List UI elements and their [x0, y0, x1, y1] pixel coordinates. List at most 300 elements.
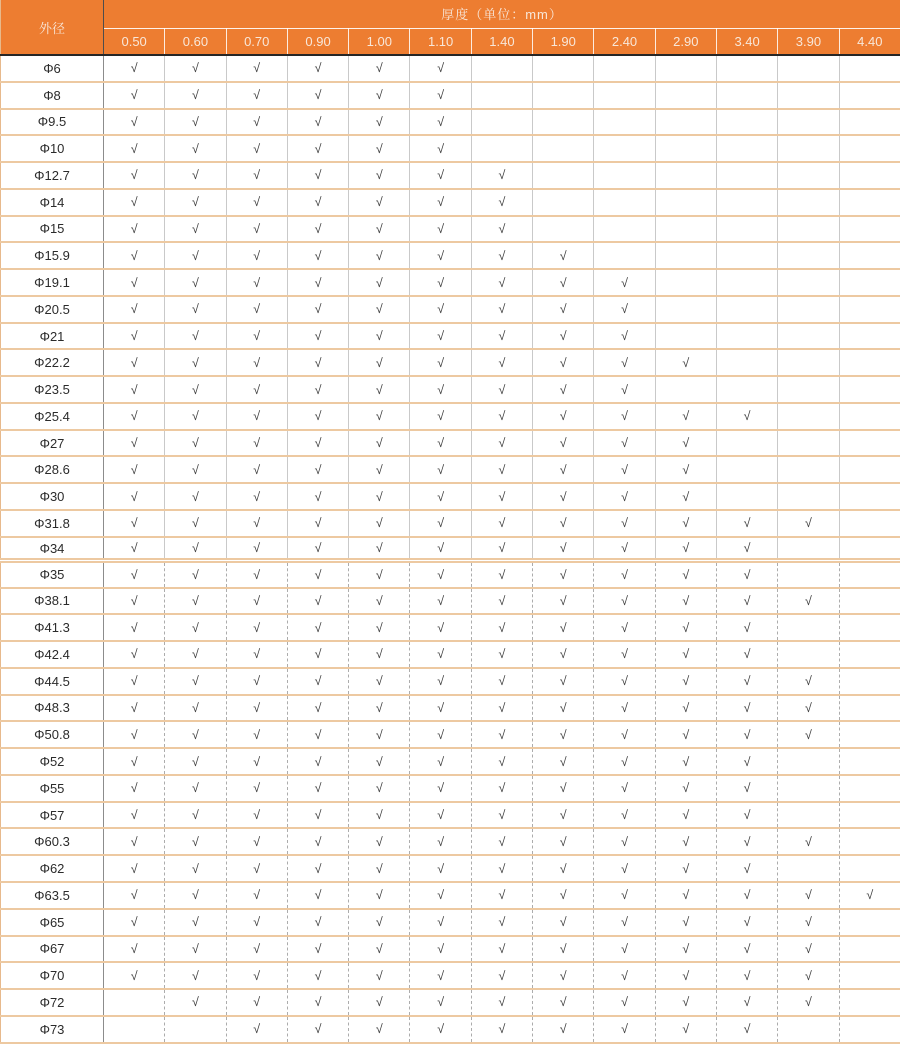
empty-cell [839, 483, 900, 510]
check-cell: √ [410, 55, 471, 82]
check-cell: √ [716, 775, 777, 802]
diameter-cell: Φ52 [1, 748, 104, 775]
check-cell: √ [594, 1016, 655, 1043]
check-cell: √ [104, 668, 165, 695]
check-cell: √ [165, 109, 226, 136]
check-cell: √ [533, 242, 594, 269]
check-cell: √ [349, 430, 410, 457]
diameter-cell: Φ30 [1, 483, 104, 510]
check-cell: √ [471, 588, 532, 615]
check-cell: √ [471, 403, 532, 430]
check-cell: √ [655, 510, 716, 537]
table-row [1, 189, 900, 216]
empty-cell [778, 403, 839, 430]
check-cell: √ [226, 614, 287, 641]
check-cell: √ [226, 162, 287, 189]
table-row [1, 802, 900, 829]
empty-cell [778, 537, 839, 561]
check-cell: √ [349, 909, 410, 936]
check-cell: √ [287, 989, 348, 1016]
empty-cell [655, 269, 716, 296]
check-cell: √ [165, 189, 226, 216]
check-cell: √ [226, 775, 287, 802]
check-cell: √ [104, 135, 165, 162]
check-cell: √ [533, 456, 594, 483]
check-cell: √ [349, 109, 410, 136]
check-cell: √ [349, 216, 410, 243]
check-cell: √ [594, 775, 655, 802]
empty-cell [778, 641, 839, 668]
check-cell: √ [410, 775, 471, 802]
empty-cell [839, 989, 900, 1016]
check-cell: √ [594, 989, 655, 1016]
check-cell: √ [349, 376, 410, 403]
thickness-header-0.70: 0.70 [226, 28, 287, 55]
check-cell: √ [226, 1016, 287, 1043]
header-group-row [1, 0, 900, 28]
empty-cell [839, 802, 900, 829]
check-cell: √ [533, 936, 594, 963]
check-cell: √ [410, 216, 471, 243]
check-cell: √ [349, 135, 410, 162]
empty-cell [839, 775, 900, 802]
empty-cell [471, 82, 532, 109]
check-cell: √ [226, 510, 287, 537]
diameter-cell: Φ6 [1, 55, 104, 82]
check-cell: √ [410, 537, 471, 561]
check-cell: √ [471, 748, 532, 775]
check-cell: √ [716, 668, 777, 695]
check-cell: √ [165, 588, 226, 615]
thickness-header-1.10: 1.10 [410, 28, 471, 55]
check-cell: √ [226, 349, 287, 376]
check-cell: √ [410, 403, 471, 430]
table-row [1, 936, 900, 963]
check-cell: √ [226, 641, 287, 668]
empty-cell [533, 216, 594, 243]
table-row [1, 695, 900, 722]
check-cell: √ [655, 430, 716, 457]
table-row [1, 349, 900, 376]
check-cell: √ [165, 614, 226, 641]
check-cell: √ [471, 936, 532, 963]
empty-cell [533, 55, 594, 82]
check-cell: √ [716, 403, 777, 430]
check-cell: √ [655, 855, 716, 882]
empty-cell [655, 242, 716, 269]
check-cell: √ [287, 82, 348, 109]
check-cell: √ [226, 561, 287, 588]
check-cell: √ [287, 216, 348, 243]
check-cell: √ [349, 403, 410, 430]
empty-cell [533, 82, 594, 109]
check-cell: √ [594, 695, 655, 722]
table-row [1, 55, 900, 82]
check-cell: √ [594, 561, 655, 588]
empty-cell [839, 721, 900, 748]
empty-cell [839, 82, 900, 109]
check-cell: √ [716, 909, 777, 936]
check-cell: √ [165, 430, 226, 457]
check-cell: √ [165, 323, 226, 350]
outer-diameter-header-cell: 外径 [1, 0, 104, 55]
check-cell: √ [349, 936, 410, 963]
empty-cell [594, 109, 655, 136]
check-cell: √ [471, 989, 532, 1016]
empty-cell [778, 349, 839, 376]
check-cell: √ [594, 828, 655, 855]
diameter-cell: Φ44.5 [1, 668, 104, 695]
check-cell: √ [410, 936, 471, 963]
empty-cell [778, 614, 839, 641]
empty-cell [839, 296, 900, 323]
check-cell: √ [655, 668, 716, 695]
check-cell: √ [594, 962, 655, 989]
empty-cell [594, 216, 655, 243]
check-cell: √ [471, 456, 532, 483]
check-cell: √ [349, 775, 410, 802]
table-row [1, 909, 900, 936]
check-cell: √ [410, 269, 471, 296]
check-cell: √ [533, 775, 594, 802]
diameter-cell: Φ42.4 [1, 641, 104, 668]
check-cell: √ [349, 349, 410, 376]
check-cell: √ [165, 349, 226, 376]
check-cell: √ [287, 721, 348, 748]
check-cell: √ [349, 561, 410, 588]
table-row [1, 989, 900, 1016]
empty-cell [655, 135, 716, 162]
empty-cell [533, 135, 594, 162]
check-cell: √ [594, 936, 655, 963]
check-cell: √ [533, 828, 594, 855]
check-cell: √ [165, 269, 226, 296]
check-cell: √ [716, 561, 777, 588]
check-cell: √ [287, 561, 348, 588]
check-cell: √ [226, 748, 287, 775]
empty-cell [594, 189, 655, 216]
check-cell: √ [471, 668, 532, 695]
check-cell: √ [410, 483, 471, 510]
empty-cell [839, 376, 900, 403]
check-cell: √ [533, 376, 594, 403]
empty-cell [778, 1016, 839, 1043]
check-cell: √ [349, 323, 410, 350]
check-cell: √ [104, 376, 165, 403]
diameter-cell: Φ10 [1, 135, 104, 162]
diameter-cell: Φ55 [1, 775, 104, 802]
check-cell: √ [778, 588, 839, 615]
check-cell: √ [226, 989, 287, 1016]
check-cell: √ [471, 537, 532, 561]
empty-cell [716, 242, 777, 269]
empty-cell [778, 109, 839, 136]
table-row [1, 882, 900, 909]
diameter-cell: Φ20.5 [1, 296, 104, 323]
empty-cell [839, 936, 900, 963]
empty-cell [655, 55, 716, 82]
check-cell: √ [471, 909, 532, 936]
empty-cell [839, 561, 900, 588]
check-cell: √ [533, 614, 594, 641]
diameter-cell: Φ38.1 [1, 588, 104, 615]
check-cell: √ [410, 802, 471, 829]
check-cell: √ [104, 855, 165, 882]
diameter-cell: Φ50.8 [1, 721, 104, 748]
check-cell: √ [410, 695, 471, 722]
check-cell: √ [716, 989, 777, 1016]
table-row [1, 775, 900, 802]
empty-cell [716, 430, 777, 457]
empty-cell [716, 162, 777, 189]
check-cell: √ [839, 882, 900, 909]
empty-cell [778, 775, 839, 802]
check-cell: √ [594, 349, 655, 376]
check-cell: √ [165, 456, 226, 483]
check-cell: √ [165, 748, 226, 775]
empty-cell [471, 109, 532, 136]
check-cell: √ [716, 537, 777, 561]
thickness-header-2.90: 2.90 [655, 28, 716, 55]
check-cell: √ [655, 588, 716, 615]
check-cell: √ [594, 376, 655, 403]
diameter-cell: Φ57 [1, 802, 104, 829]
check-cell: √ [410, 189, 471, 216]
empty-cell [839, 1016, 900, 1043]
check-cell: √ [287, 296, 348, 323]
empty-cell [778, 456, 839, 483]
check-cell: √ [594, 614, 655, 641]
check-cell: √ [287, 242, 348, 269]
check-cell: √ [410, 855, 471, 882]
check-cell: √ [287, 695, 348, 722]
table-row [1, 1016, 900, 1043]
table-row [1, 162, 900, 189]
check-cell: √ [533, 855, 594, 882]
check-cell: √ [594, 430, 655, 457]
check-cell: √ [655, 882, 716, 909]
empty-cell [594, 242, 655, 269]
check-cell: √ [594, 855, 655, 882]
diameter-cell: Φ28.6 [1, 456, 104, 483]
empty-cell [655, 216, 716, 243]
check-cell: √ [349, 989, 410, 1016]
check-cell: √ [471, 376, 532, 403]
empty-cell [716, 216, 777, 243]
check-cell: √ [287, 936, 348, 963]
check-cell: √ [165, 695, 226, 722]
empty-cell [839, 403, 900, 430]
check-cell: √ [471, 510, 532, 537]
table-row [1, 109, 900, 136]
check-cell: √ [165, 855, 226, 882]
check-cell: √ [655, 537, 716, 561]
check-cell: √ [533, 510, 594, 537]
empty-cell [778, 189, 839, 216]
empty-cell [778, 748, 839, 775]
check-cell: √ [287, 668, 348, 695]
check-cell: √ [226, 909, 287, 936]
check-cell: √ [716, 721, 777, 748]
check-cell: √ [287, 109, 348, 136]
check-cell: √ [410, 641, 471, 668]
check-cell: √ [226, 588, 287, 615]
check-cell: √ [594, 323, 655, 350]
check-cell: √ [410, 349, 471, 376]
check-cell: √ [104, 882, 165, 909]
diameter-cell: Φ34 [1, 537, 104, 561]
check-cell: √ [716, 588, 777, 615]
check-cell: √ [471, 802, 532, 829]
check-cell: √ [287, 962, 348, 989]
check-cell: √ [594, 456, 655, 483]
check-cell: √ [226, 109, 287, 136]
check-cell: √ [655, 828, 716, 855]
empty-cell [655, 376, 716, 403]
check-cell: √ [226, 55, 287, 82]
empty-cell [839, 588, 900, 615]
check-cell: √ [226, 668, 287, 695]
empty-cell [655, 162, 716, 189]
check-cell: √ [410, 588, 471, 615]
table-body [1, 55, 900, 1043]
empty-cell [839, 537, 900, 561]
diameter-cell: Φ72 [1, 989, 104, 1016]
check-cell: √ [104, 748, 165, 775]
check-cell: √ [716, 695, 777, 722]
check-cell: √ [226, 962, 287, 989]
check-cell: √ [349, 641, 410, 668]
check-cell: √ [349, 721, 410, 748]
check-cell: √ [471, 962, 532, 989]
table-row [1, 537, 900, 561]
check-cell: √ [533, 561, 594, 588]
check-cell: √ [533, 323, 594, 350]
check-cell: √ [716, 855, 777, 882]
check-cell: √ [165, 55, 226, 82]
check-cell: √ [716, 962, 777, 989]
check-cell: √ [165, 641, 226, 668]
empty-cell [839, 162, 900, 189]
check-cell: √ [471, 189, 532, 216]
check-cell: √ [104, 189, 165, 216]
check-cell: √ [165, 668, 226, 695]
check-cell: √ [410, 721, 471, 748]
thickness-header-4.40: 4.40 [839, 28, 900, 55]
check-cell: √ [594, 403, 655, 430]
check-cell: √ [287, 483, 348, 510]
check-cell: √ [471, 269, 532, 296]
empty-cell [716, 189, 777, 216]
check-cell: √ [471, 882, 532, 909]
table-row [1, 269, 900, 296]
check-cell: √ [349, 456, 410, 483]
check-cell: √ [655, 909, 716, 936]
check-cell: √ [226, 135, 287, 162]
check-cell: √ [165, 882, 226, 909]
check-cell: √ [655, 483, 716, 510]
check-cell: √ [471, 614, 532, 641]
empty-cell [839, 349, 900, 376]
check-cell: √ [104, 349, 165, 376]
check-cell: √ [349, 189, 410, 216]
check-cell: √ [410, 748, 471, 775]
check-cell: √ [655, 695, 716, 722]
check-cell: √ [410, 510, 471, 537]
empty-cell [655, 109, 716, 136]
diameter-cell: Φ12.7 [1, 162, 104, 189]
empty-cell [778, 55, 839, 82]
check-cell: √ [165, 989, 226, 1016]
empty-cell [839, 855, 900, 882]
check-cell: √ [471, 162, 532, 189]
check-cell: √ [533, 802, 594, 829]
check-cell: √ [410, 242, 471, 269]
check-cell: √ [104, 561, 165, 588]
check-cell: √ [349, 614, 410, 641]
check-cell: √ [533, 588, 594, 615]
check-cell: √ [471, 349, 532, 376]
check-cell: √ [165, 135, 226, 162]
check-cell: √ [778, 695, 839, 722]
check-cell: √ [533, 748, 594, 775]
check-cell: √ [226, 242, 287, 269]
check-cell: √ [533, 269, 594, 296]
thickness-header-0.90: 0.90 [287, 28, 348, 55]
check-cell: √ [533, 909, 594, 936]
check-cell: √ [716, 1016, 777, 1043]
diameter-cell: Φ35 [1, 561, 104, 588]
empty-cell [839, 909, 900, 936]
check-cell: √ [349, 269, 410, 296]
check-cell: √ [533, 296, 594, 323]
check-cell: √ [349, 162, 410, 189]
thickness-group-header-cell: 厚度（单位：mm） [104, 0, 900, 28]
thickness-header-1.40: 1.40 [471, 28, 532, 55]
empty-cell [716, 82, 777, 109]
check-cell: √ [287, 775, 348, 802]
diameter-cell: Φ41.3 [1, 614, 104, 641]
check-cell: √ [226, 537, 287, 561]
diameter-cell: Φ19.1 [1, 269, 104, 296]
check-cell: √ [471, 828, 532, 855]
check-cell: √ [655, 403, 716, 430]
check-cell: √ [594, 721, 655, 748]
empty-cell [839, 510, 900, 537]
table-row [1, 510, 900, 537]
empty-cell [655, 82, 716, 109]
check-cell: √ [410, 668, 471, 695]
diameter-cell: Φ22.2 [1, 349, 104, 376]
check-cell: √ [287, 403, 348, 430]
diameter-cell: Φ21 [1, 323, 104, 350]
check-cell: √ [226, 216, 287, 243]
table-row [1, 641, 900, 668]
empty-cell [716, 456, 777, 483]
check-cell: √ [533, 668, 594, 695]
check-cell: √ [594, 802, 655, 829]
check-cell: √ [287, 802, 348, 829]
check-cell: √ [349, 828, 410, 855]
check-cell: √ [349, 882, 410, 909]
check-cell: √ [287, 135, 348, 162]
check-cell: √ [778, 510, 839, 537]
empty-cell [533, 189, 594, 216]
table-row [1, 668, 900, 695]
check-cell: √ [471, 242, 532, 269]
empty-cell [716, 323, 777, 350]
check-cell: √ [104, 510, 165, 537]
